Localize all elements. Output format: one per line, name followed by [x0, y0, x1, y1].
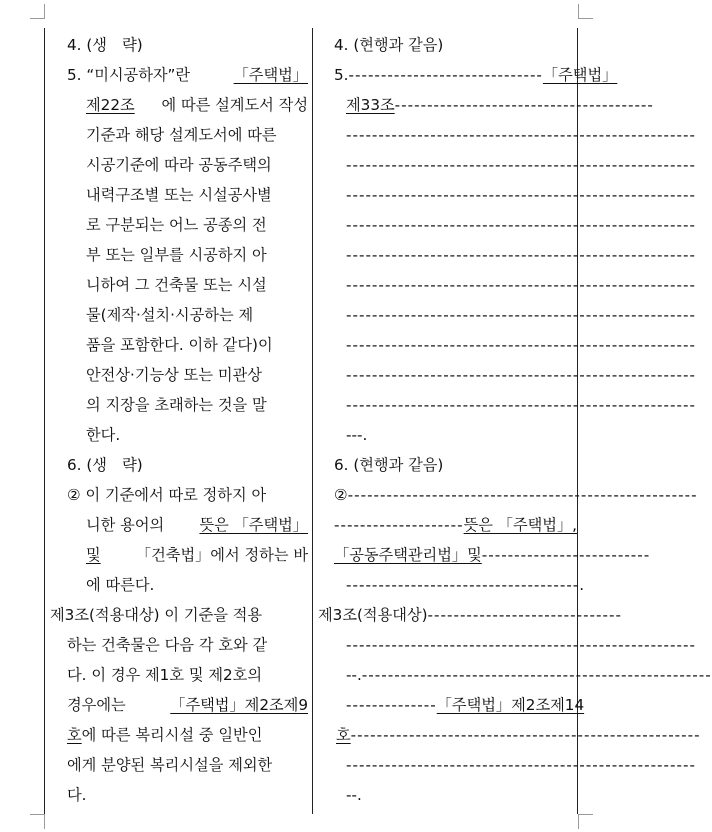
item-5-line: 내력구조별 또는 시설공사별	[86, 186, 272, 204]
article-3-line: 다. 이 경우 제1호 및 제2호의	[67, 666, 263, 684]
article-3-line: 다.	[67, 786, 87, 804]
article-3-heading: 제3조(적용대상) 이 기준을 적용	[50, 606, 263, 624]
current-text-column	[46, 30, 308, 810]
dash-line: ------------------------------------------------------	[346, 756, 696, 774]
paragraph-2-line: 니한 용어의 뜻은 「주택법」	[46, 510, 308, 540]
crop-mark-bottom-left	[30, 814, 45, 829]
article-22-ref: 제22조	[86, 96, 135, 114]
article-3-heading-amended: 제3조(적용대상) ------------------------------	[318, 606, 622, 624]
article-3-line: 경우에는 「주택법」제2조제9	[46, 690, 308, 720]
item-5-line: 부 또는 일부를 시공하지 아	[86, 246, 267, 264]
dash-line: ------------------------------------------------------	[346, 186, 696, 204]
ho-ref-amended: 호	[336, 726, 351, 744]
article-3-amended: -------------- 「주택법」제2조제14	[318, 690, 574, 720]
and-conjunction: 및	[86, 546, 101, 564]
item-5-amended-end: ---.	[346, 426, 368, 444]
dash-line: ------------------------------------------------------	[346, 396, 696, 414]
housing-act-ref-amended: 「주택법」	[542, 66, 618, 84]
item-5-line: 안전상·기능상 또는 미관상	[86, 366, 262, 384]
article-3-line: 호에 따른 복리시설 중 일반인	[67, 726, 263, 744]
item-6: 6. (생 략)	[67, 456, 143, 474]
dash-line: ------------------------------------------------------	[346, 246, 696, 264]
ho-ref: 호	[67, 726, 82, 744]
paragraph-2-amended: -------------------- 뜻은 「주택법」,	[318, 510, 574, 540]
paragraph-2-line: 및 「건축법」에서 정하는 바	[46, 540, 308, 570]
table-middle-border	[312, 28, 313, 814]
item-5-line: 5. “미시공하자”란 「주택법」	[46, 60, 308, 90]
crop-mark-top-left	[30, 4, 45, 19]
amended-text-column	[318, 30, 712, 810]
item-5-amended: 5. ------------------------------ 「주택법」	[318, 60, 574, 90]
article-3-amended: 호 ------------------------------------------------------	[318, 720, 574, 750]
paragraph-2-amended: 「공동주택관리법」및 --------------------------	[318, 540, 574, 570]
dash-line: ------------------------------------------------------	[346, 276, 696, 294]
article-3-line: 에게 분양된 복리시설을 제외한	[67, 756, 273, 774]
item-5-line: 의 지장을 초래하는 것을 말	[86, 396, 267, 414]
dash-line: ------------------------------------------------------	[346, 336, 696, 354]
dash-line: ------------------------------------------------------	[346, 366, 696, 384]
housing-act-art2-ref-amended: 「주택법」제2조제14	[436, 696, 585, 714]
article-33-ref: 제33조	[346, 96, 395, 114]
item-4-amended: 4. (현행과 같음)	[334, 36, 444, 54]
item-5-line: 제22조 에 따른 설계도서 작성	[46, 90, 308, 120]
item-5-line: 품을 포함한다. 이하 같다)이	[86, 336, 273, 354]
dash-line: ------------------------------------------------------	[346, 126, 696, 144]
paragraph-2-line: 에 따른다.	[86, 576, 155, 594]
paragraph-2-amended: ② ------------------------------------------------------	[334, 486, 698, 504]
dash-line: ------------------------------------------------------	[346, 306, 696, 324]
item-5-line: 물(제작·설치·시공하는 제	[86, 306, 254, 324]
defined-term: “미시공하자”란	[86, 66, 191, 84]
housing-act-art2-ref: 「주택법」제2조제9	[170, 696, 308, 714]
item-6-amended: 6. (현행과 같음)	[334, 456, 444, 474]
housing-act-ref: 「주택법」	[233, 66, 308, 84]
item-5-line: 기준과 해당 설계도서에 따른	[86, 126, 277, 144]
crop-mark-bottom-right	[578, 814, 593, 829]
dash-line: ------------------------------------------------------	[346, 636, 696, 654]
crop-mark-top-right	[578, 4, 593, 19]
item-5-amended: 제33조 ----------------------------------------	[318, 90, 574, 120]
paragraph-2-amended: ------------------------------------ .	[346, 576, 585, 594]
meaning-housing-act-ref-amended: 뜻은 「주택법」,	[463, 516, 577, 534]
meaning-housing-act-ref: 뜻은 「주택법」	[199, 516, 308, 534]
item-5-line: 한다.	[86, 426, 121, 444]
item-5-line: 로 구분되는 어느 공종의 전	[86, 216, 267, 234]
article-3-amended-end: --.	[346, 786, 362, 804]
item-4: 4. (생 략)	[67, 36, 143, 54]
paragraph-2-line: ② 이 기준에서 따로 정하지 아	[67, 486, 267, 504]
dash-line: ------------------------------------------------------	[346, 216, 696, 234]
article-3-amended: --. ------------------------------------------------------	[346, 666, 712, 684]
dash-line: ------------------------------------------------------	[346, 156, 696, 174]
apartment-management-act-ref: 「공동주택관리법」및	[334, 546, 482, 564]
item-5-line: 니하여 그 건축물 또는 시설	[86, 276, 267, 294]
article-3-line: 하는 건축물은 다음 각 호와 같	[67, 636, 268, 654]
item-5-line: 시공기준에 따라 공동주택의	[86, 156, 272, 174]
